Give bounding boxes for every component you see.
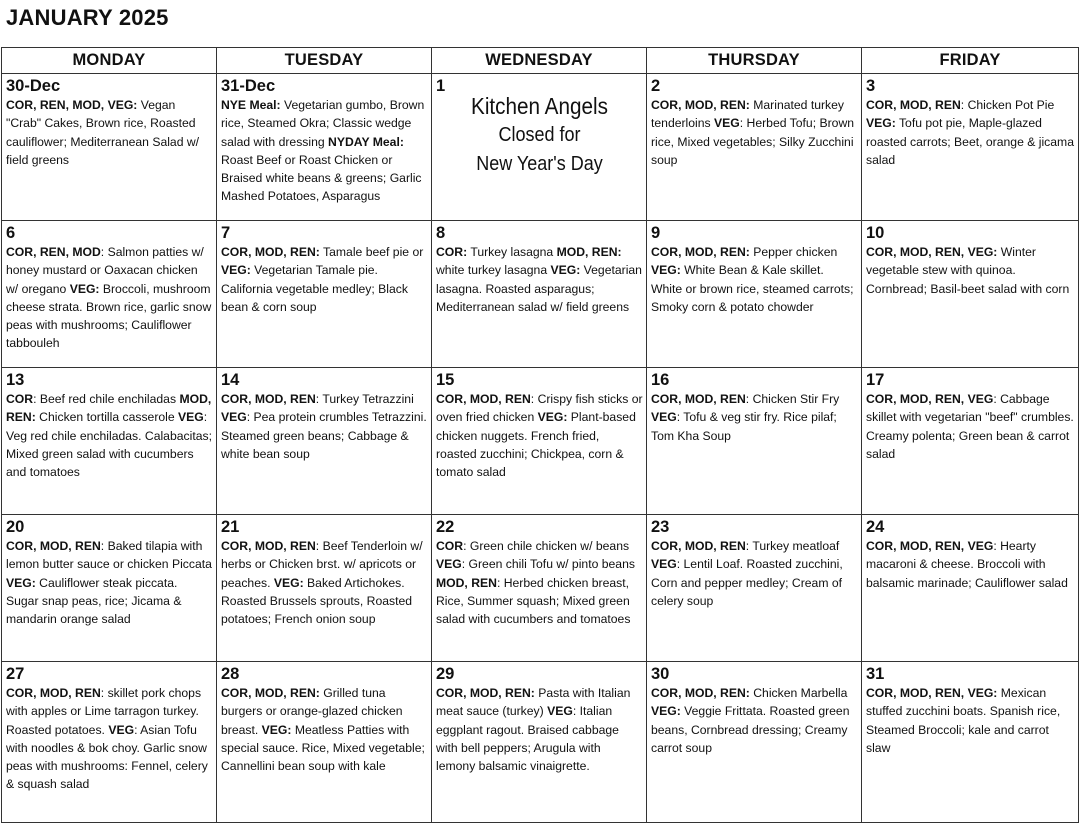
day-number: 27 — [6, 665, 25, 683]
day-number: 30 — [651, 665, 670, 683]
dish-text: : Beef red chile enchiladas — [33, 392, 180, 406]
day-number: 20 — [6, 518, 25, 536]
menu-text — [221, 96, 428, 206]
diet-codes: COR, MOD, REN, VEG: — [866, 245, 998, 259]
day-cell — [647, 221, 862, 368]
diet-codes: COR, MOD, REN: — [651, 98, 750, 112]
day-cell — [217, 368, 432, 515]
dish-text: : Cabbage skillet with vegetarian "beef" crumbles. Creamy polenta; Green bean & carrot salad — [866, 392, 1074, 461]
dish-text: Cauliflower steak piccata. Sugar snap peas, rice; Jicama & mandarin orange salad — [6, 575, 182, 627]
day-number: 14 — [221, 371, 240, 389]
dish-text: Vegetarian gumbo, Brown rice, Steamed Okra; Classic wedge salad with dressing — [221, 98, 425, 149]
closed-notice — [446, 92, 632, 179]
closed-notice-line: Kitchen Angels — [471, 93, 608, 119]
diet-codes: COR, MOD, REN, VEG: — [866, 686, 998, 700]
menu-text — [436, 390, 643, 481]
diet-codes: COR, MOD, REN — [6, 539, 101, 553]
dish-text: : Turkey meatloaf — [745, 539, 840, 553]
day-number: 7 — [221, 224, 231, 242]
day-number: 30-Dec — [6, 77, 61, 95]
menu-text — [6, 243, 213, 353]
dish-text: Pepper chicken — [749, 245, 838, 259]
day-number: 24 — [866, 518, 885, 536]
dish-text: Chicken Marbella — [749, 686, 848, 700]
menu-text — [6, 684, 213, 794]
day-cell — [432, 368, 647, 515]
day-number: 13 — [6, 371, 25, 389]
menu-text — [436, 243, 643, 316]
menu-text — [651, 537, 858, 610]
dish-text: : Salmon patties w/ honey mustard or Oaxacan chicken w/ oregano — [6, 245, 204, 296]
day-cell — [2, 368, 217, 515]
dish-text: Roast Beef or Roast Chicken or Braised white beans & greens; Garlic Mashed Potatoes, Asparagus — [221, 152, 422, 204]
dish-text: : Herbed Tofu; Brown rice, Mixed vegetables; Silky Zucchini soup — [651, 116, 855, 167]
diet-codes: MOD, REN — [436, 575, 497, 590]
menu-text — [436, 684, 643, 775]
diet-codes: COR, REN, MOD — [6, 245, 101, 259]
weekday-header-thursday: THURSDAY — [647, 48, 862, 74]
diet-codes: VEG — [221, 410, 247, 425]
diet-codes: VEG — [178, 410, 204, 425]
day-number: 2 — [651, 77, 661, 95]
day-number: 22 — [436, 518, 455, 536]
diet-codes: COR, MOD, REN — [6, 686, 101, 700]
dish-text: : Veg red chile enchiladas. Calabacitas; Mixed green salad with cucumbers and tomatoes — [6, 410, 212, 480]
diet-codes: COR, MOD, REN — [866, 98, 961, 112]
day-cell — [862, 515, 1078, 662]
day-number: 23 — [651, 518, 670, 536]
menu-text — [221, 537, 428, 628]
diet-codes: COR, REN, MOD, VEG: — [6, 98, 138, 112]
day-number: 15 — [436, 371, 455, 389]
dish-text: Chicken tortilla casserole — [35, 410, 179, 425]
menu-calendar-grid — [1, 47, 1079, 823]
day-cell — [647, 74, 862, 221]
diet-codes: MOD, REN: — [556, 245, 622, 259]
menu-text — [866, 243, 1075, 298]
dish-text: white turkey lasagna — [436, 263, 551, 278]
day-cell — [647, 515, 862, 662]
dish-text: : Chicken Pot Pie — [960, 98, 1055, 112]
day-cell — [2, 662, 217, 822]
dish-text: : Green chile chicken w/ beans — [463, 539, 630, 553]
dish-text: Meatless Patties with special sauce. Rice, Mixed vegetable; Cannellini bean soup with kale — [221, 722, 425, 774]
menu-text — [651, 243, 858, 316]
menu-text — [221, 390, 428, 463]
dish-text: : Asian Tofu with noodles & bok choy. Garlic snow peas with mushrooms: Fennel, celery & squash salad — [6, 722, 208, 792]
weekday-header-wednesday: WEDNESDAY — [432, 48, 647, 74]
menu-text — [6, 537, 213, 628]
dish-text: : Crispy fish sticks or oven fried chicken — [436, 392, 643, 425]
diet-codes: VEG: — [651, 263, 681, 278]
day-cell — [2, 74, 217, 221]
dish-text: : Chicken Stir Fry — [745, 392, 840, 406]
menu-text — [651, 390, 858, 445]
diet-codes: COR: — [436, 245, 468, 259]
day-number: 10 — [866, 224, 885, 242]
menu-text — [866, 684, 1075, 757]
diet-codes: VEG: — [651, 704, 681, 719]
dish-text: : Hearty macaroni & cheese. Broccoli with balsamic marinade; Cauliflower salad — [866, 539, 1068, 590]
dish-text: : Baked tilapia with lemon butter sauce or chicken Piccata — [6, 539, 212, 572]
menu-text — [866, 96, 1075, 169]
dish-text: Marinated turkey tenderloins — [651, 98, 845, 131]
day-cell — [217, 221, 432, 368]
dish-text: : Lentil Loaf. Roasted zucchini, Corn and pepper medley; Cream of celery soup — [651, 557, 843, 608]
dish-text: : Herbed chicken breast, Rice, Summer squash; Mixed green salad with cucumbers and tomatoes — [436, 575, 631, 627]
page-title: JANUARY 2025 — [6, 5, 169, 30]
diet-codes: VEG: — [537, 410, 568, 425]
diet-codes: COR, MOD, REN — [221, 392, 316, 406]
day-number: 17 — [866, 371, 885, 389]
day-number: 31-Dec — [221, 77, 276, 95]
dish-text: Pasta with Italian meat sauce (turkey) — [436, 686, 631, 719]
diet-codes: NYDAY Meal: — [328, 134, 404, 149]
day-cell — [647, 662, 862, 822]
diet-codes: VEG — [547, 704, 573, 719]
day-number: 16 — [651, 371, 670, 389]
day-cell — [862, 221, 1078, 368]
closed-notice-line: Closed for — [498, 124, 581, 146]
day-number: 1 — [436, 77, 446, 95]
menu-text — [436, 537, 643, 628]
diet-codes: COR, MOD, REN: — [221, 245, 320, 259]
diet-codes: VEG: — [261, 722, 292, 737]
diet-codes: VEG: — [550, 263, 581, 278]
diet-codes: NYE Meal: — [221, 98, 281, 112]
day-cell — [432, 515, 647, 662]
dish-text: Winter vegetable stew with quinoa. Cornbread; Basil-beet salad with corn — [866, 245, 1070, 296]
dish-text: Turkey lasagna — [467, 245, 557, 259]
diet-codes: COR, MOD, REN: — [221, 686, 320, 700]
diet-codes: COR, MOD, REN, VEG — [866, 392, 994, 406]
dish-text: Grilled tuna burgers or orange-glazed chicken breast. — [221, 686, 403, 737]
weekday-header-friday: FRIDAY — [862, 48, 1078, 74]
diet-codes: MOD, REN: — [6, 392, 212, 425]
diet-codes: VEG: — [866, 116, 896, 131]
diet-codes: VEG — [651, 410, 677, 425]
menu-text — [221, 684, 428, 775]
diet-codes: COR, MOD, REN: — [651, 245, 750, 259]
dish-text: Tamale beef pie or — [319, 245, 424, 259]
dish-text: Vegetarian Tamale pie. California vegetable medley; Black bean & corn soup — [221, 263, 408, 314]
diet-codes: COR, MOD, REN — [221, 539, 316, 553]
menu-text — [866, 537, 1075, 592]
diet-codes: VEG: — [6, 575, 36, 590]
diet-codes: COR, MOD, REN, VEG — [866, 539, 994, 553]
day-cell — [432, 662, 647, 822]
day-number: 9 — [651, 224, 661, 242]
diet-codes: COR, MOD, REN — [436, 392, 531, 406]
day-number: 31 — [866, 665, 885, 683]
diet-codes: VEG — [714, 116, 740, 131]
day-cell — [2, 221, 217, 368]
day-number: 8 — [436, 224, 446, 242]
dish-text: : Beef Tenderloin w/ herbs or Chicken brst. w/ apricots or peaches. — [221, 539, 423, 590]
diet-codes: VEG: — [69, 281, 100, 296]
menu-text — [221, 243, 428, 316]
menu-text — [6, 390, 213, 481]
diet-codes: VEG — [436, 557, 462, 572]
diet-codes: COR, MOD, REN — [651, 539, 746, 553]
day-cell — [217, 662, 432, 822]
diet-codes: VEG — [651, 557, 677, 572]
diet-codes: COR — [436, 539, 464, 553]
day-cell — [432, 221, 647, 368]
diet-codes: VEG: — [221, 263, 251, 278]
day-cell — [432, 74, 647, 221]
day-number: 3 — [866, 77, 876, 95]
dish-text: White Bean & Kale skillet. White or brown rice, steamed carrots; Smoky corn & potato chowder — [651, 263, 854, 314]
dish-text: : skillet pork chops with apples or Lime tarragon turkey. Roasted potatoes. — [6, 686, 202, 737]
dish-text: : Italian eggplant ragout. Braised cabbage with bell peppers; Arugula with lemony balsamic vinaigrette. — [436, 704, 619, 774]
diet-codes: COR, MOD, REN — [651, 392, 746, 406]
day-cell — [862, 662, 1078, 822]
menu-text — [651, 684, 858, 757]
menu-text — [866, 390, 1075, 463]
dish-text: Baked Artichokes. Roasted Brussels sprouts, Roasted potatoes; French onion soup — [221, 575, 413, 627]
diet-codes: COR — [6, 392, 34, 406]
day-cell — [2, 515, 217, 662]
weekday-header-tuesday: TUESDAY — [217, 48, 432, 74]
diet-codes: COR, MOD, REN: — [651, 686, 750, 700]
closed-notice-line: New Year's Day — [476, 153, 603, 175]
dish-text: Broccoli, mushroom cheese strata. Brown rice, garlic snow peas with mushrooms; Cauliflower tabbouleh — [6, 281, 212, 351]
day-number: 6 — [6, 224, 16, 242]
dish-text: : Turkey Tetrazzini — [315, 392, 414, 406]
day-number: 29 — [436, 665, 455, 683]
day-cell — [862, 74, 1078, 221]
day-number: 21 — [221, 518, 240, 536]
dish-text: Tofu pot pie, Maple-glazed roasted carrots; Beet, orange & jicama salad — [866, 116, 1074, 167]
dish-text: Plant-based chicken nuggets. French fried, roasted zucchini; Chickpea, corn & tomato salad — [436, 410, 636, 480]
dish-text: Vegetarian lasagna. Roasted asparagus; Mediterranean salad w/ field greens — [436, 263, 642, 314]
diet-codes: VEG: — [273, 575, 304, 590]
dish-text: : Pea protein crumbles Tetrazzini. Steamed green beans; Cabbage & white bean soup — [221, 410, 427, 461]
dish-text: : Tofu & veg stir fry. Rice pilaf; Tom Kha Soup — [651, 410, 837, 443]
day-cell — [217, 515, 432, 662]
weekday-header-monday: MONDAY — [2, 48, 217, 74]
dish-text: Veggie Frittata. Roasted green beans, Cornbread dressing; Creamy carrot soup — [651, 704, 850, 755]
dish-text: : Green chili Tofu w/ pinto beans — [461, 557, 635, 572]
day-cell — [647, 368, 862, 515]
dish-text: Mexican stuffed zucchini boats. Spanish rice, Steamed Broccoli; kale and carrot slaw — [866, 686, 1061, 755]
menu-text — [6, 96, 213, 169]
dish-text: Vegan "Crab" Cakes, Brown rice, Roasted cauliflower; Mediterranean Salad w/ field greens — [6, 98, 200, 167]
day-cell — [217, 74, 432, 221]
menu-text — [651, 96, 858, 169]
diet-codes: VEG — [108, 722, 135, 737]
day-cell — [862, 368, 1078, 515]
diet-codes: COR, MOD, REN: — [436, 686, 535, 700]
day-number: 28 — [221, 665, 240, 683]
